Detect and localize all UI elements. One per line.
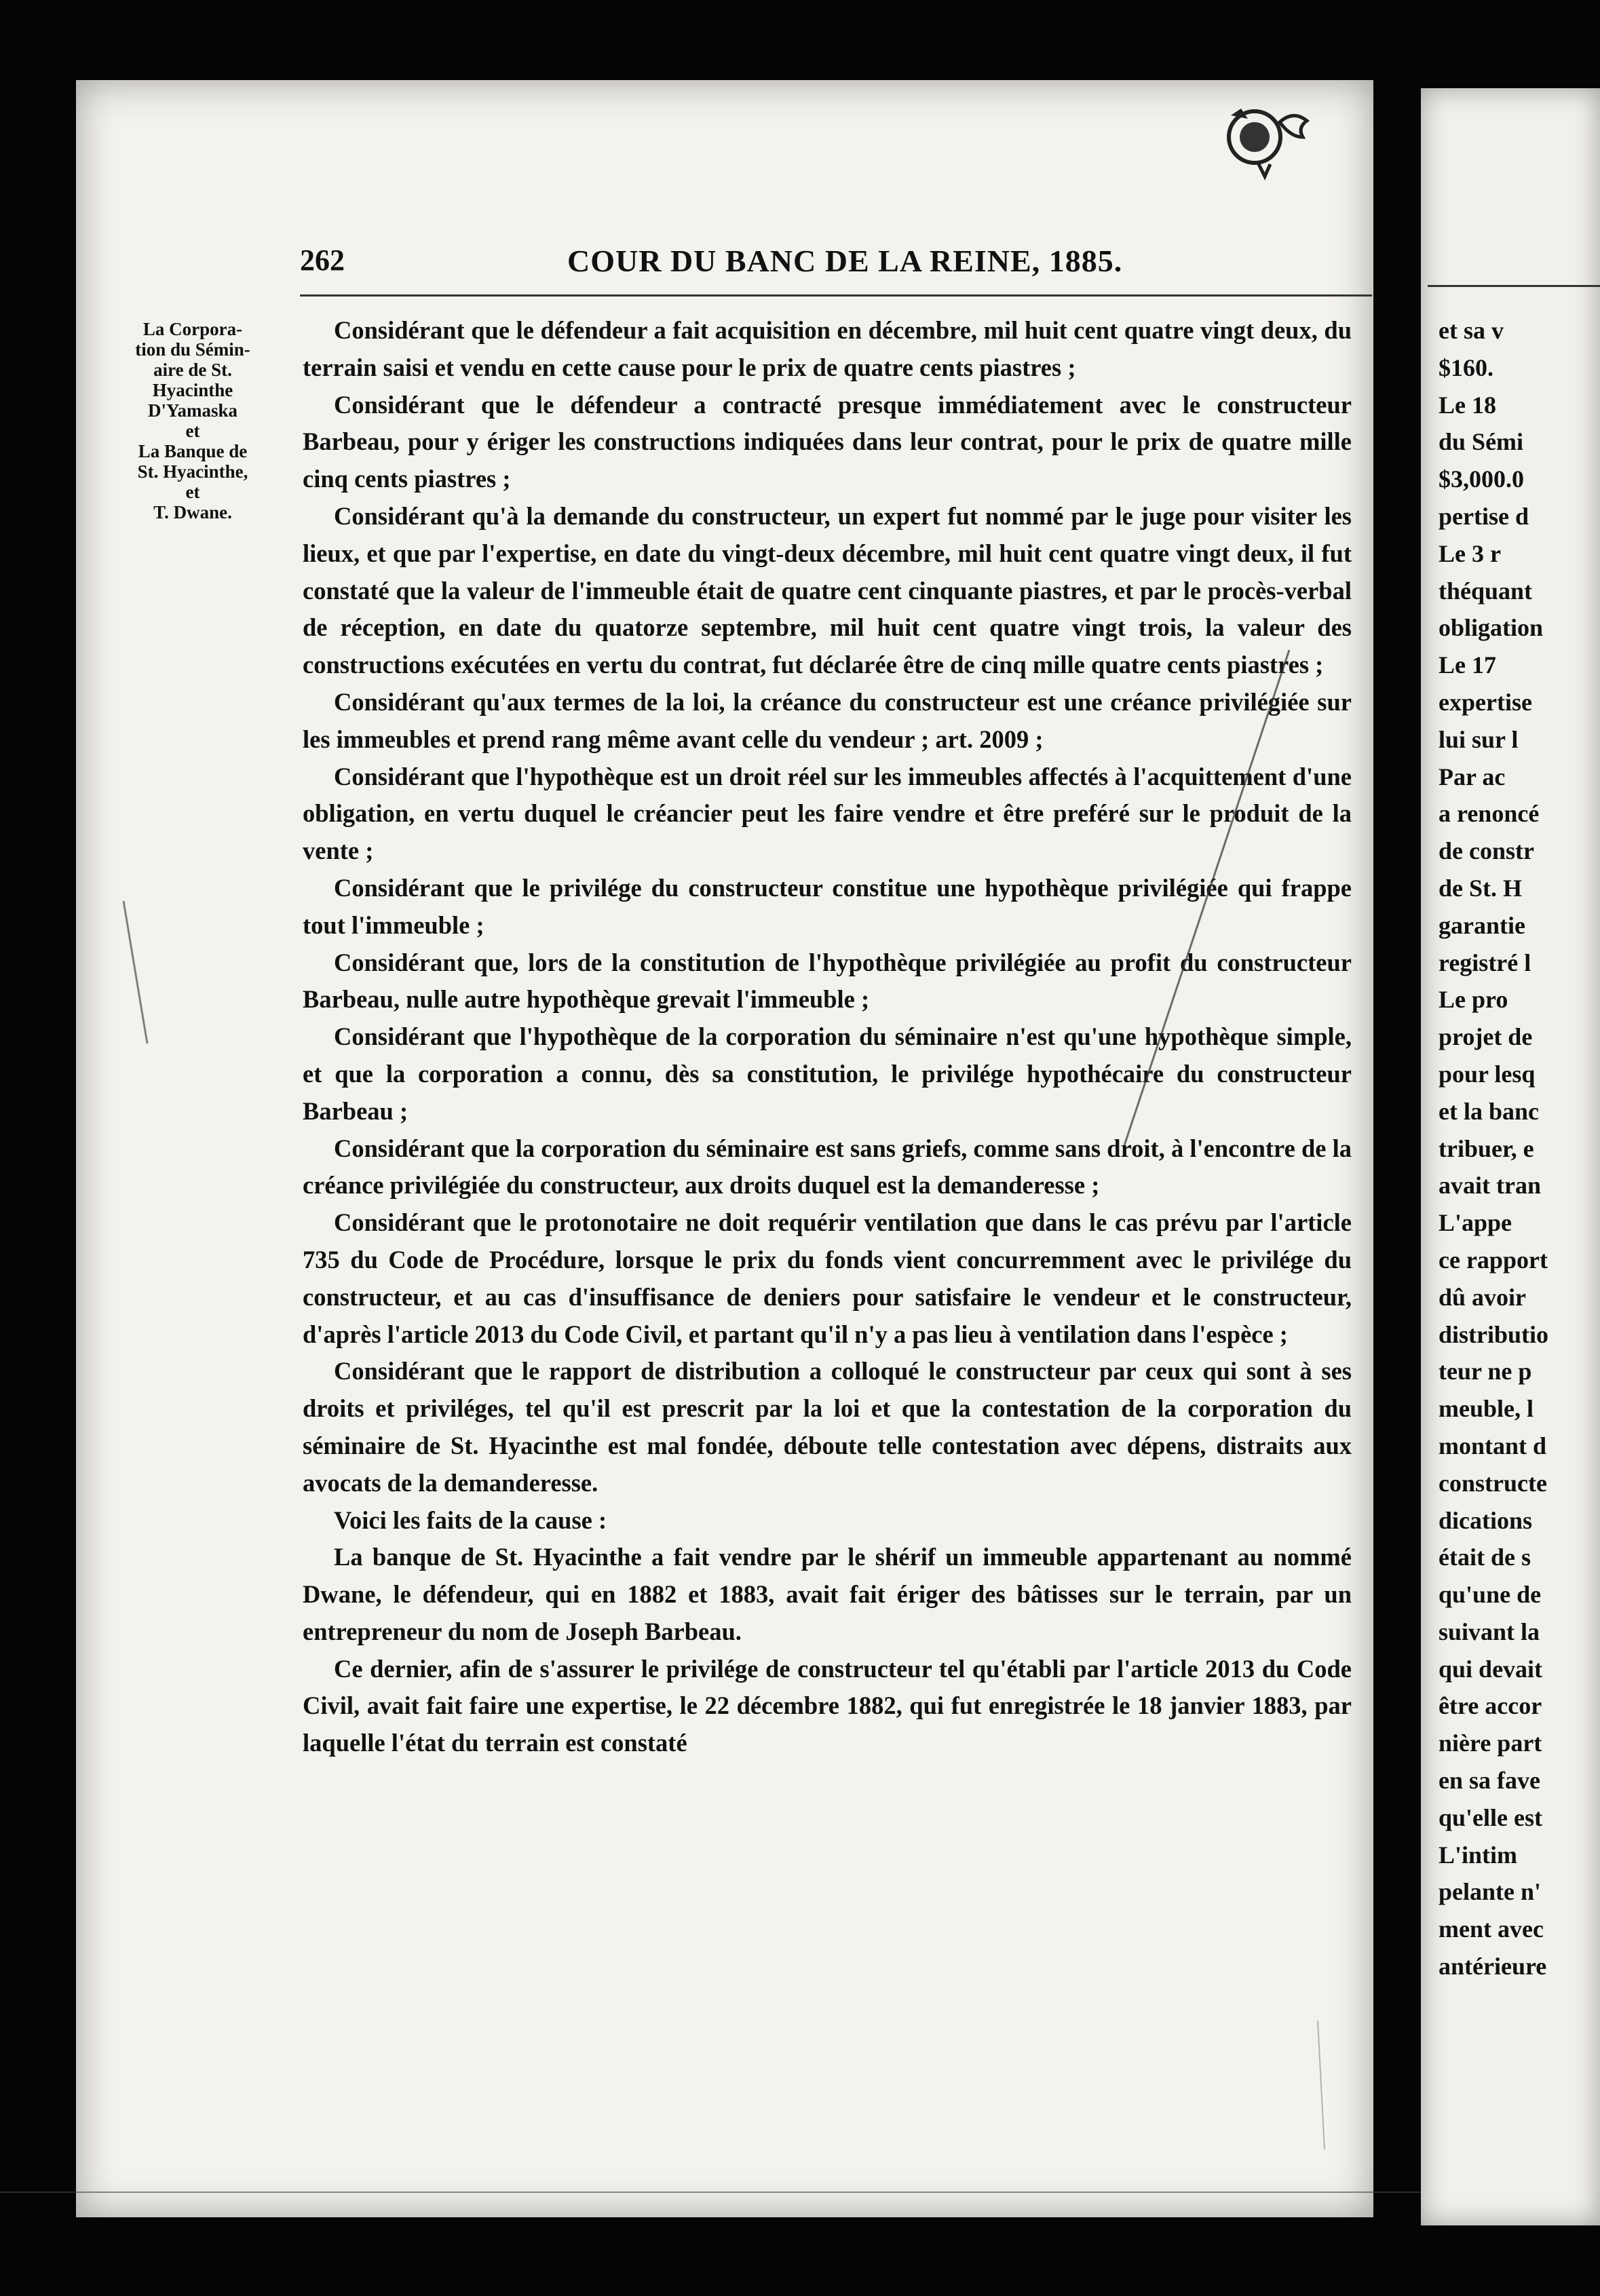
margin-note-line: La Banque de bbox=[138, 441, 248, 461]
facing-page-line: de constr bbox=[1439, 837, 1534, 865]
facing-page-line: était de s bbox=[1439, 1544, 1531, 1571]
facing-page-line: pelante n' bbox=[1439, 1878, 1542, 1906]
facing-page-line: Le 18 bbox=[1439, 391, 1496, 419]
facing-page-line: lui sur l bbox=[1439, 725, 1519, 753]
facing-page-line: théquant bbox=[1439, 577, 1533, 605]
margin-note-line: Hyacinthe bbox=[152, 380, 233, 400]
facing-page-line: obligation bbox=[1439, 614, 1544, 642]
body-paragraph: Considérant que l'hypothèque est un droit réel sur les immeubles affectés à l'acquittement d'une obligation, en vertu duquel le créancier peut les faire vendre et être preféré sur le produit de la vente ; bbox=[303, 762, 1352, 865]
body-paragraph: Considérant que le privilége du constructeur constitue une hypothèque privilégiée qui frappe tout l'immeuble ; bbox=[303, 873, 1352, 939]
margin-note-line: D'Yamaska bbox=[147, 400, 238, 421]
scratch-marks bbox=[76, 80, 1373, 2217]
book-page bbox=[76, 80, 1373, 2217]
facing-page-line: meuble, l bbox=[1439, 1395, 1534, 1423]
margin-note-line: St. Hyacinthe, bbox=[137, 461, 248, 482]
facing-page-line: constructe bbox=[1439, 1469, 1547, 1497]
facing-page-line: projet de bbox=[1439, 1023, 1533, 1051]
facing-page-line: qu'une de bbox=[1439, 1581, 1542, 1609]
facing-header-rule bbox=[1428, 285, 1600, 287]
facing-page-text bbox=[1439, 312, 1600, 1985]
facing-page-line: être accor bbox=[1439, 1692, 1542, 1720]
margin-note-line: tion du Sémin- bbox=[135, 339, 250, 360]
body-paragraph: Considérant que la corporation du séminaire est sans griefs, comme sans droit, à l'encontre de la créance privilégiée du constructeur, aux droits duquel est la demanderesse ; bbox=[303, 1134, 1352, 1200]
facing-page-line: nière part bbox=[1439, 1729, 1542, 1757]
facing-page-line: suivant la bbox=[1439, 1618, 1540, 1645]
body-paragraph: Considérant que le rapport de distribution a colloqué le constructeur par ceux qui sont à ses droits et priviléges, tel qu'il est prescrit par la loi et que la contestation de la corporation du séminaire de St. Hyacinthe est mal fondée, déboute telle contestation avec dépens, distraits aux avocats de la demanderesse. bbox=[303, 1357, 1352, 1497]
facing-page-line: a renoncé bbox=[1439, 800, 1540, 828]
body-paragraph: Ce dernier, afin de s'assurer le privilége de constructeur tel qu'établi par l'article 2013 du Code Civil, avait fait faire une expertise, le 22 décembre 1882, qui fut enregistrée le 18 janvier 1883, par laquelle l'état du terrain est constaté bbox=[303, 1654, 1352, 1757]
page-number: 262 bbox=[300, 244, 345, 277]
facing-page-line: L'appe bbox=[1439, 1209, 1512, 1237]
facing-page-line: teur ne p bbox=[1439, 1358, 1532, 1385]
facing-page-line: dû avoir bbox=[1439, 1283, 1527, 1311]
facing-page-line: en sa fave bbox=[1439, 1767, 1540, 1795]
body-paragraph: Voici les faits de la cause : bbox=[334, 1506, 607, 1534]
facing-page-line: avait tran bbox=[1439, 1172, 1541, 1200]
margin-note-line: et bbox=[185, 482, 200, 502]
scan-fold-line bbox=[0, 2192, 1600, 2193]
facing-page-line: L'intim bbox=[1439, 1841, 1518, 1869]
running-title: COUR DU BANC DE LA REINE, 1885. bbox=[567, 244, 1123, 278]
facing-page-line: de St. H bbox=[1439, 874, 1523, 902]
facing-page-fragment bbox=[1421, 88, 1600, 2225]
facing-page-line: garantie bbox=[1439, 911, 1525, 939]
facing-page-line: pertise d bbox=[1439, 502, 1529, 530]
margin-note-line: T. Dwane. bbox=[153, 502, 232, 522]
facing-page-line: $3,000.0 bbox=[1439, 465, 1524, 493]
facing-page-line: ment avec bbox=[1439, 1915, 1544, 1943]
facing-page-line: distributio bbox=[1439, 1320, 1549, 1348]
facing-page-line: registré l bbox=[1439, 949, 1531, 976]
body-paragraph: Considérant que, lors de la constitution de l'hypothèque privilégiée au profit du constructeur Barbeau, nulle autre hypothèque grevait l'immeuble ; bbox=[303, 948, 1352, 1014]
margin-note-line: aire de St. bbox=[153, 360, 232, 380]
body-paragraph: Considérant qu'à la demande du constructeur, un expert fut nommé par le juge pour visiter les lieux, et que par l'expertise, en date du vingt-deux décembre, mil huit cent quatre vingt deux, il fut constaté que la valeur de l'immeuble était de quatre cent cinquante piastres, et par le procès-verbal de réception, en date du quatorze septembre, mil huit cent quatre vingt trois, la valeur des constructions exécutées en vertu du contrat, fut déclarée être de cinq mille quatre cents piastres ; bbox=[303, 501, 1352, 679]
facing-page-line: dications bbox=[1439, 1506, 1533, 1534]
body-paragraph: Considérant que le défendeur a contracté presque immédiatement avec le constructeur Barbeau, pour y ériger les constructions indiquées dans leur contrat, pour le prix de quatre mille cinq cents piastres ; bbox=[303, 390, 1352, 493]
facing-page-line: Le 3 r bbox=[1439, 539, 1501, 567]
facing-page-line: tribuer, e bbox=[1439, 1134, 1534, 1162]
facing-page-line: ce rapport bbox=[1439, 1246, 1548, 1274]
margin-note-line: La Corpora- bbox=[142, 319, 243, 339]
facing-page-line: Par ac bbox=[1439, 763, 1506, 790]
facing-page-line: $160. bbox=[1439, 353, 1493, 381]
facing-page-line: et la banc bbox=[1439, 1097, 1539, 1125]
body-paragraph: La banque de St. Hyacinthe a fait vendre par le shérif un immeuble appartenant au nommé Dwane, le défendeur, qui en 1882 et 1883, avait fait ériger des bâtisses sur le terrain, par un entrepreneur du nom de Joseph Barbeau. bbox=[303, 1543, 1352, 1645]
facing-page-line: antérieure bbox=[1439, 1953, 1547, 1981]
body-paragraph: Considérant que le protonotaire ne doit requérir ventilation que dans le cas prévu par l'article 735 du Code de Procédure, lorsque le prix du fonds vient concurremment avec le privilége du constructeur, et au cas d'insuffisance de deniers pour satisfaire le vendeur et le constructeur, d'après l'article 2013 du Code Civil, et partant qu'il n'y a pas lieu à ventilation dans l'espèce ; bbox=[303, 1208, 1352, 1348]
body-paragraph: Considérant qu'aux termes de la loi, la créance du constructeur est une créance privilégiée sur les immeubles et prend rang même avant celle du vendeur ; art. 2009 ; bbox=[303, 687, 1352, 753]
body-paragraph: Considérant que le défendeur a fait acquisition en décembre, mil huit cent quatre vingt deux, du terrain saisi et vendu en cette cause pour le prix de quatre cents piastres ; bbox=[303, 316, 1352, 381]
facing-page-line: qui devait bbox=[1439, 1655, 1543, 1683]
facing-page-line: Le 17 bbox=[1439, 651, 1496, 679]
facing-page-line: et sa v bbox=[1439, 317, 1504, 344]
facing-page-line: qu'elle est bbox=[1439, 1803, 1542, 1831]
facing-page-line: pour lesq bbox=[1439, 1060, 1536, 1088]
facing-page-line: expertise bbox=[1439, 688, 1532, 716]
facing-page-line: montant d bbox=[1439, 1432, 1547, 1459]
facing-page-line: Le pro bbox=[1439, 986, 1508, 1014]
body-paragraph: Considérant que l'hypothèque de la corporation du séminaire n'est qu'une hypothèque simple, et que la corporation a connu, dès sa constitution, le privilége hypothécaire du constructeur Barbeau ; bbox=[303, 1022, 1352, 1125]
facing-page-line: du Sémi bbox=[1439, 428, 1524, 456]
margin-note-line: et bbox=[185, 421, 200, 441]
